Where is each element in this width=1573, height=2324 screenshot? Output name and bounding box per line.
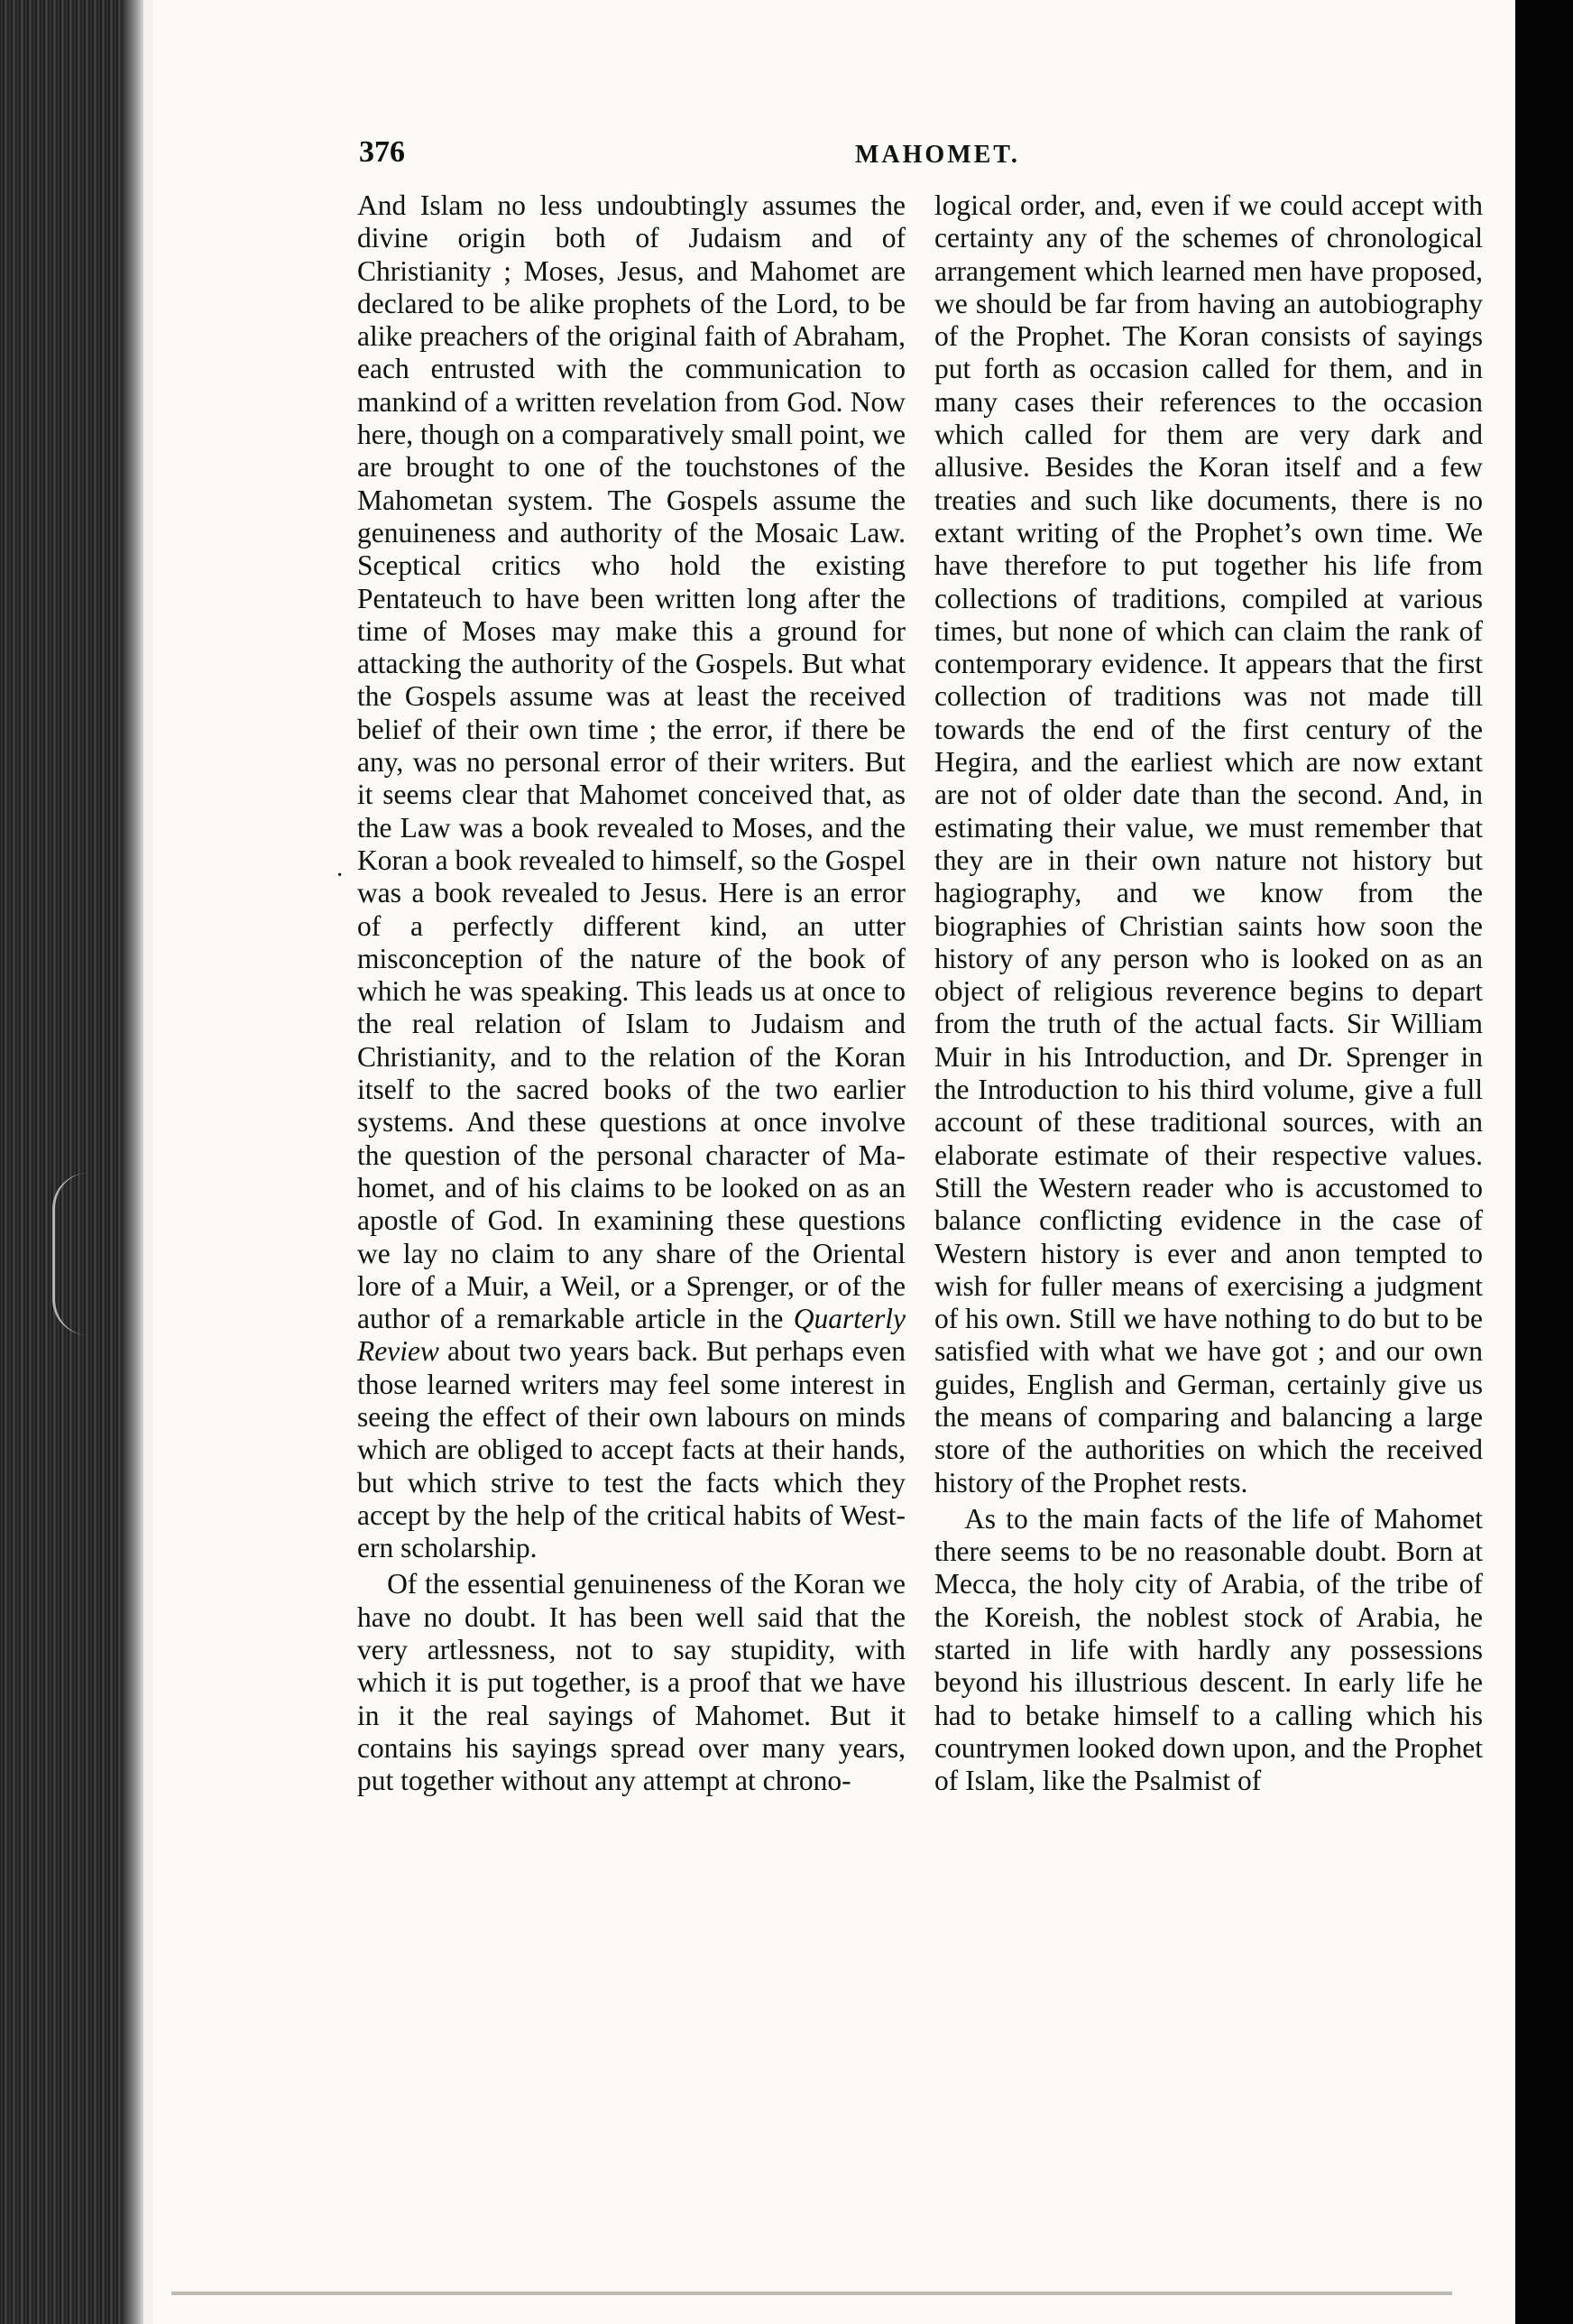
right-column bbox=[934, 189, 1483, 1798]
page-number: 376 bbox=[359, 135, 405, 169]
journal-title: Quarterly Review bbox=[357, 1303, 906, 1368]
left-column bbox=[357, 189, 906, 1798]
book-binding bbox=[0, 0, 122, 2324]
margin-mark: · bbox=[336, 862, 345, 890]
left-paragraph-1-text-b: about two years back. But perhaps even those learned writers may feel some interest in seeing the effect of their own labours on minds which are obliged to accept facts at their hands, but which strive to test the facts which they accept by the help of the critical habits of Western scholarship. bbox=[357, 1335, 906, 1564]
running-head: MAHOMET. bbox=[855, 141, 1020, 169]
left-paragraph-2: Of the essential genuineness of the Koran we have no doubt. It has been well said that the very artlessness, not to say stupidity, with which it is put together, is a proof that we have in it the real sayings of Mahomet. But it contains his sayings spread over many years, put together without any attempt at chrono- bbox=[357, 1568, 906, 1797]
left-paragraph-1-text-a: And Islam no less undoubtingly assumes the divine origin both of Judaism and of Christianity ; Moses, Jesus, and Mahomet are declared to be alike prophets of the Lord, to be alike preachers of the original faith of Abraham, each entrusted with the communication to mankind of a written revelation from God. Now here, though on a comparatively small point, we are brought to one of the touchstones of the Mahometan system. The Gospels assume the genuineness and authority of the Mosaic Law. Sceptical critics who hold the existing Pentateuch to have been written long after the time of Moses may make this a ground for attacking the authority of the Gospels. But what the Gospels assume was at least the received belief of their own time ; the error, if there be any, was no personal error of their writers. But it seems clear that Mahomet conceived that, as the Law was a book revealed to Moses, and the Koran a book revealed to himself, so the Gospel was a book revealed to Jesus. Here is an error of a perfectly different kind, an utter misconception of the nature of the book of which he was speaking. This leads us at once to the real relation of Islam to Judaism and Christianity, and to the relation of the Koran itself to the sacred books of the two earlier systems. And these questions at once involve the question of the personal character of Mahomet, and of his claims to be looked on as an apostle of God. In examining these questions we lay no claim to any share of the Oriental lore of a Muir, a Weil, or a Sprenger, or of the author of a remarkable article in the bbox=[357, 189, 906, 1335]
left-paragraph-1 bbox=[357, 189, 906, 1564]
scan-border bbox=[1515, 0, 1573, 2324]
right-paragraph-2: As to the main facts of the life of Mahomet there seems to be no reasonable doubt. Born at Mecca, the holy city of Arabia, of the tribe of the Koreish, the noblest stock of Arabia, he started in life with hardly any possessions beyond his illustrious descent. In early life he had to betake himself to a calling which his countrymen looked down upon, and the Prophet of Islam, like the Psalmist of bbox=[934, 1502, 1483, 1797]
page-gutter bbox=[122, 0, 143, 2324]
page-bottom-edge bbox=[171, 2292, 1452, 2295]
right-paragraph-1: logical order, and, even if we could accept with certainty any of the schemes of chronological arrangement which learned men have proposed, we should be far from having an autobiography of the Prophet. The Koran consists of sayings put forth as occasion called for them, and in many cases their references to the occasion which called for them are very dark and allusive. Besides the Koran itself and a few treaties and such like documents, there is no extant writing of the Prophet’s own time. We have therefore to put together his life from collections of traditions, compiled at various times, but none of which can claim the rank of contemporary evidence. It appears that the first collection of traditions was not made till towards the end of the first century of the Hegira, and the earliest which are now extant are not of older date than the second. And, in estimating their value, we must remember that they are in their own nature not history but hagiography, and we know from the biographies of Christian saints how soon the history of any person who is looked on as an object of religious reverence begins to depart from the truth of the actual facts. Sir William Muir in his Introduction, and Dr. Sprenger in the Introduction to his third volume, give a full account of these traditional sources, with an elaborate estimate of their respective values. Still the Western reader who is accustomed to balance conflicting evidence in the case of Western history is ever and anon tempted to wish for fuller means of exercising a judgment of his own. Still we have nothing to do but to be satisfied with what we have got ; and our own guides, English and German, certainly give us the means of comparing and balancing a large store of the authorities on which the received history of the Prophet rests. bbox=[934, 189, 1483, 1499]
binding-mark bbox=[52, 1173, 91, 1335]
page-header bbox=[359, 135, 1486, 175]
